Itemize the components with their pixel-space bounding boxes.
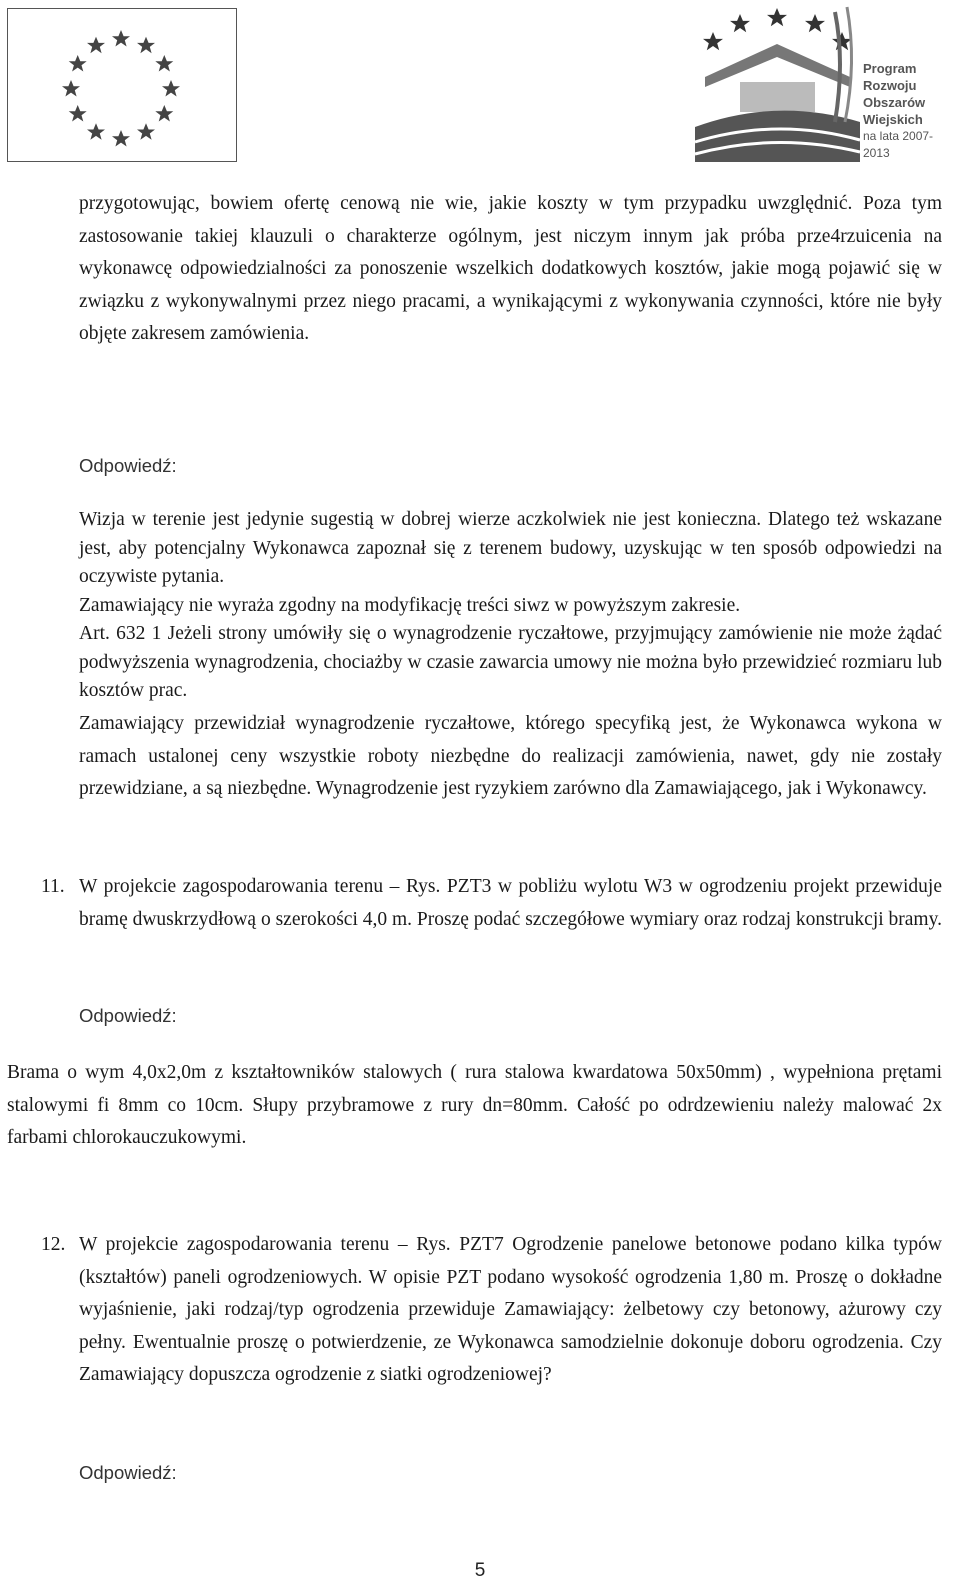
prow-logo-text [863,60,955,162]
question-11-block [79,871,942,936]
answer-1-para-4: Zamawiający przewidział wynagrodzenie ryczałtowe, którego specyfiką jest, że Wykonawca wykona w ramach ustalonej ceny wszystkie roboty niezbędne do realizacji zamówienia, nawet, gdy nie zostały przewidziane, a są niezbędne. Wynagrodzenie jest ryzykiem zarówno dla Zamawiającego, jak i Wykonawcy. [79,713,942,799]
prow-line-5: na lata 2007-2013 [863,129,934,160]
prow-line-1: Program [863,61,917,76]
answer-label-11: Odpowiedź: [79,1005,177,1026]
answer-11-block [7,1057,942,1155]
answer-label-1: Odpowiedź: [79,455,177,476]
question-12-number: 12. [41,1234,66,1255]
question-12-text: W projekcie zagospodarowania terenu – Rys. PZT7 Ogrodzenie panelowe betonowe podano kilka typów (kształtów) paneli ogrodzeniowych. W opisie PZT podano wysokość ogrodzenia 1,80 m. Proszę o dokładne wyjaśnienie, jaki rodzaj/typ ogrodzenia przewiduje Zamawiający: żelbetowy czy betonowy, ażurowy czy pełny. Ewentualnie proszę o potwierdzenie, ze Wykonawca samodzielnie dokonuje doboru ogrodzenia. Czy Zamawiający dopuszcza ogrodzenie z siatki ogrodzeniowej? [79,1234,942,1385]
intro-paragraph-block [79,188,942,351]
prow-line-2: Rozwoju [863,78,917,93]
eu-stars-icon [8,9,236,161]
answer-label-12: Odpowiedź: [79,1462,177,1483]
answer-1-para-1: Wizja w terenie jest jedynie sugestią w dobrej wierze aczkolwiek nie jest konieczna. Dlatego też wskazane jest, aby potencjalny Wykonawca zapoznał się z terenem budowy, uzyskując w ten sposób odpowiedzi na oczywiste pytania. [79,509,942,587]
answer-11-text: Brama o wym 4,0x2,0m z kształtowników stalowych ( rura stalowa kwardatowa 50x50mm) , wypełniona prętami stalowymi fi 8mm co 10cm. Słupy przybramowe z rury dn=80mm. Całość po odrdzewieniu należy malować 2x farbami chlorokauczukowymi. [7,1062,942,1148]
eu-flag-logo [7,8,237,162]
answer-1-para-4-block [79,708,942,806]
prow-logo [685,2,955,164]
intro-paragraph: przygotowując, bowiem ofertę cenową nie wie, jakie koszty w tym przypadku uwzględnić. Poza tym zastosowanie takiej klauzuli o charakterze ogólnym, jest niczym innym jak próba prze4rzuicenia na wykonawcę odpowiedzialności za ponoszenie wszelkich dodatkowych kosztów, jakie mogą pojawić się w związku z wykonywalnymi przez niego pracami, a wynikającymi z wykonywania czynności, które nie były objęte zakresem zamówienia. [79,193,942,344]
prow-line-3: Obszarów [863,95,926,110]
prow-line-4: Wiejskich [863,112,923,127]
question-11-text: W projekcie zagospodarowania terenu – Rys. PZT3 w pobliżu wylotu W3 w ogrodzeniu projekt przewiduje bramę dwuskrzydłową o szerokości 4,0 m. Proszę podać szczegółowe wymiary oraz rodzaj konstrukcji bramy. [79,876,942,930]
answer-1-block [79,506,942,706]
question-12-block [79,1229,942,1392]
answer-1-para-3: Art. 632 1 Jeżeli strony umówiły się o wynagrodzenie ryczałtowe, przyjmujący zamówienie nie może żądać podwyższenia wynagrodzenia, chociażby w czasie zawarcia umowy nie można było przewidzieć rozmiaru lub kosztów prac. [79,623,942,701]
answer-1-para-2: Zamawiający nie wyraża zgodny na modyfikację treści siwz w powyższym zakresie. [79,594,741,616]
page-number: 5 [474,1560,486,1581]
question-11-number: 11. [41,876,65,897]
